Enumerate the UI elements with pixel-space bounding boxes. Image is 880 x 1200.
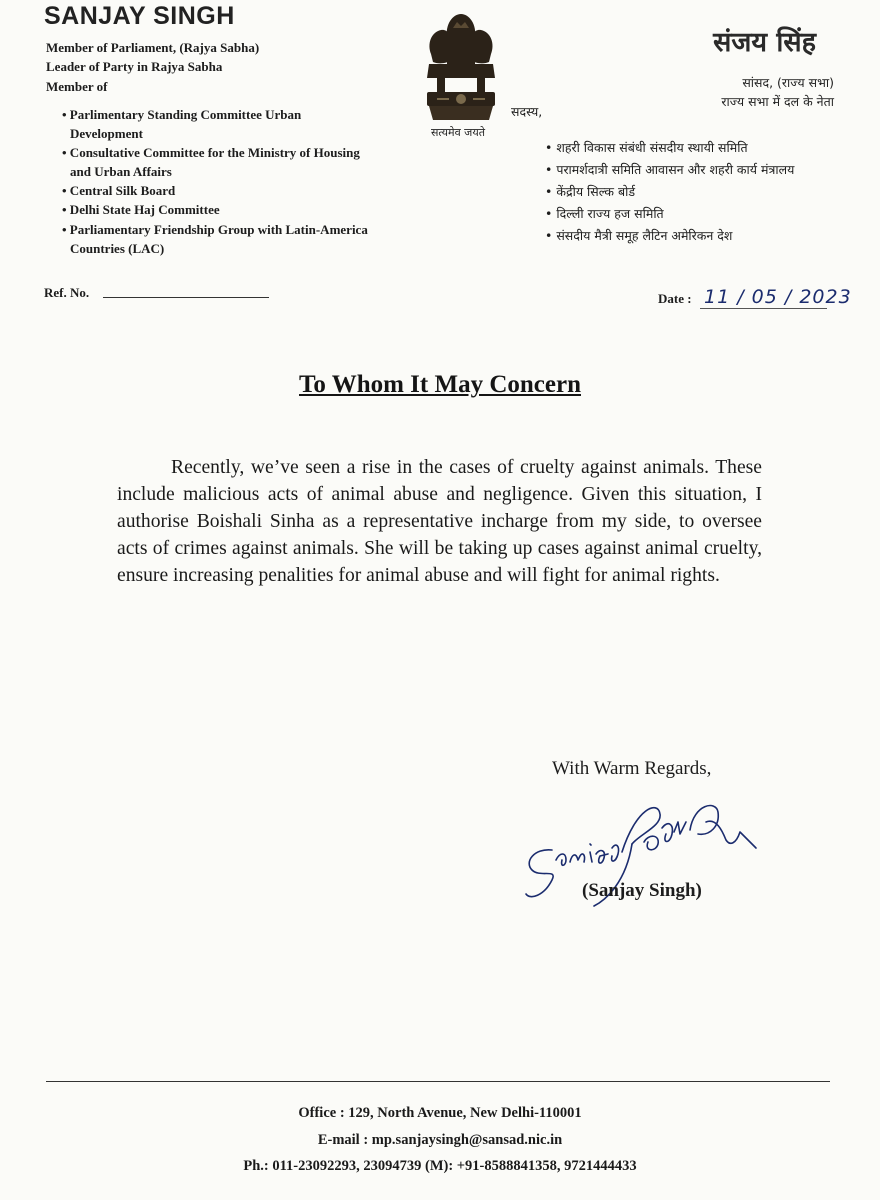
- footer-divider: [46, 1081, 830, 1082]
- letterhead-designations-hindi: [721, 73, 834, 111]
- footer-email: E-mail : mp.sanjaysingh@sansad.nic.in: [317, 1131, 563, 1148]
- committee-item: • परामर्शदात्री समिति आवासन और शहरी कार्य मंत्रालय: [545, 162, 795, 177]
- letter-body: Recently, we’ve seen a rise in the cases of cruelty against animals. These include malicious acts of animal abuse and negligence. Given this situation, I authorise Boishali Sinha as a representative incharge from my side, to oversee acts of crimes against animals. She will be taking up cases against animal cruelty, ensure increasing penalities for animal abuse and will fight for animal rights.: [117, 457, 762, 586]
- reference-blank-line: [103, 297, 269, 298]
- committee-list-english: [62, 105, 370, 258]
- committee-item: • Delhi State Haj Committee: [62, 202, 220, 218]
- committee-item: • Parlimentary Standing Committee Urban Development: [62, 107, 302, 142]
- committee-item: • Parliamentary Friendship Group with Latin-America Countries (LAC): [62, 221, 368, 256]
- closing-line: With Warm Regards,: [552, 758, 712, 779]
- committee-item: • केंद्रीय सिल्क बोर्ड: [545, 184, 636, 199]
- signee-name: (Sanjay Singh): [582, 880, 702, 901]
- committee-item: • Central Silk Board: [62, 183, 176, 199]
- date-underline: [700, 308, 827, 309]
- member-label-hindi: सदस्य,: [511, 104, 543, 119]
- footer-phone: Ph.: 011-23092293, 23094739 (M): +91-8588841358, 9721444433: [243, 1158, 637, 1174]
- reference-label: Ref. No.: [44, 285, 90, 300]
- letterhead-name-hindi: संजय सिंह: [713, 27, 816, 58]
- committee-item: • संसदीय मैत्री समूह लैटिन अमेरिकन देश: [545, 228, 733, 243]
- letterhead-designations-english: [46, 38, 259, 96]
- designation-line: सांसद, (राज्य सभा): [742, 75, 834, 90]
- footer-contact: [0, 1100, 880, 1180]
- committee-item: • शहरी विकास संबंधी संसदीय स्थायी समिति: [545, 140, 748, 155]
- emblem-motto: सत्यमेव जयते: [430, 126, 485, 139]
- letterhead-name-english: SANJAY SINGH: [44, 2, 235, 30]
- designation-line: राज्य सभा में दल के नेता: [721, 94, 834, 109]
- letter-subject: To Whom It May Concern: [299, 371, 581, 398]
- date-handwritten: 11 / 05 / 2023: [704, 286, 852, 308]
- committee-list-hindi: [545, 137, 816, 247]
- lion-capital-emblem-icon: [417, 8, 505, 143]
- date-label: Date :: [658, 291, 692, 306]
- committee-item: • Consultative Committee for the Ministry of Housing and Urban Affairs: [62, 145, 360, 180]
- designation-line: Member of Parliament, (Rajya Sabha): [46, 40, 260, 55]
- designation-line: Leader of Party in Rajya Sabha: [46, 59, 223, 75]
- footer-office-address: Office : 129, North Avenue, New Delhi-110001: [298, 1105, 582, 1121]
- committee-item: • दिल्ली राज्य हज समिति: [545, 206, 664, 221]
- designation-line: Member of: [46, 78, 108, 94]
